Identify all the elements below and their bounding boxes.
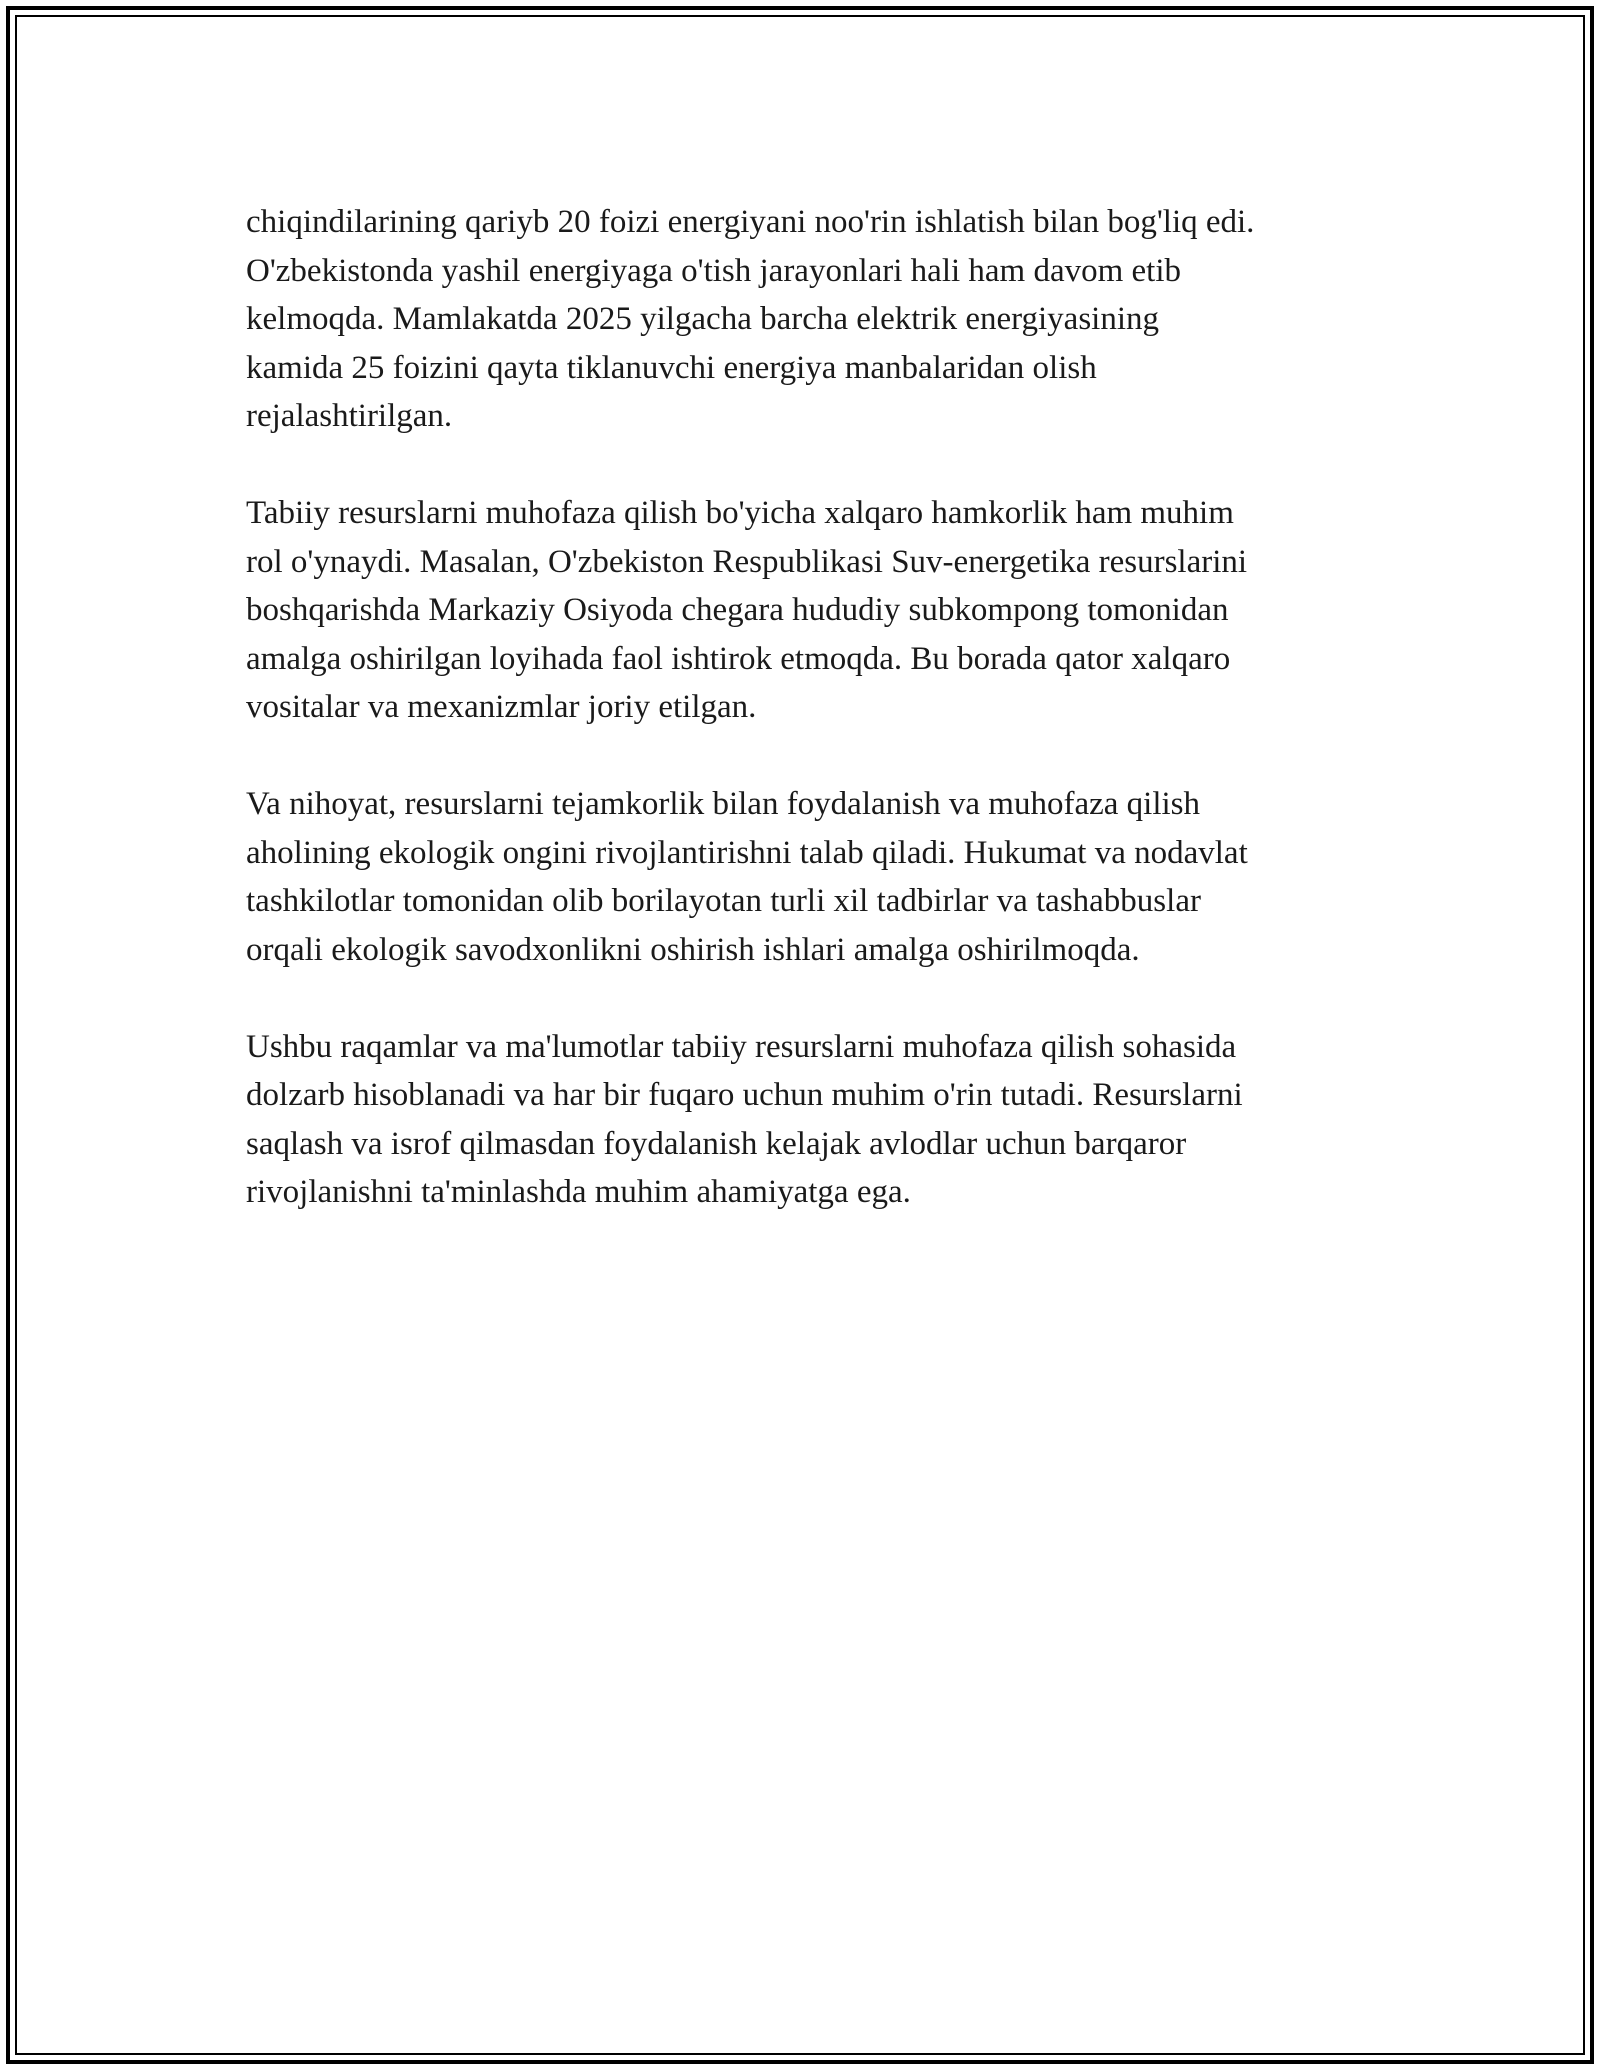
text-line: Va nihoyat, resurslarni tejamkorlik bilan foydalanish va muhofaza qilish bbox=[246, 786, 1201, 822]
text-line: tashkilotlar tomonidan olib borilayotan turli xil tadbirlar va tashabbuslar bbox=[246, 883, 1201, 919]
text-line: rejalashtirilgan. bbox=[246, 398, 453, 434]
paragraph-1 bbox=[246, 198, 1396, 441]
text-line: rol o'ynaydi. Masalan, O'zbekiston Respublikasi Suv-energetika resurslarini bbox=[246, 543, 1248, 580]
text-line: O'zbekistonda yashil energiyaga o'tish jarayonlari hali ham davom etib bbox=[246, 252, 1182, 289]
text-line: vositalar va mexanizmlar joriy etilgan. bbox=[246, 689, 757, 725]
paragraph-4 bbox=[246, 1023, 1396, 1217]
paragraph-2 bbox=[246, 489, 1396, 732]
text-line: saqlash va isrof qilmasdan foydalanish kelajak avlodlar uchun barqaror bbox=[246, 1125, 1187, 1162]
text-line: dolzarb hisoblanadi va har bir fuqaro uchun muhim o'rin tutadi. Resurslarni bbox=[246, 1077, 1243, 1113]
text-line: amalga oshirilgan loyihada faol ishtirok etmoqda. Bu borada qator xalqaro bbox=[246, 640, 1231, 677]
document-body bbox=[246, 198, 1396, 1265]
text-line: Tabiiy resurslarni muhofaza qilish bo'yicha xalqaro hamkorlik ham muhim bbox=[246, 495, 1234, 531]
text-line: orqali ekologik savodxonlikni oshirish ishlari amalga oshirilmoqda. bbox=[246, 931, 1140, 968]
paragraph-3 bbox=[246, 780, 1396, 974]
text-line: Ushbu raqamlar va ma'lumotlar tabiiy resurslarni muhofaza qilish sohasida bbox=[246, 1028, 1237, 1065]
text-line: kelmoqda. Mamlakatda 2025 yilgacha barcha elektrik energiyasining bbox=[246, 301, 1159, 337]
page-border bbox=[6, 6, 1594, 2064]
text-line: boshqarishda Markaziy Osiyoda chegara hududiy subkompong tomonidan bbox=[246, 592, 1229, 628]
text-line: aholining ekologik ongini rivojlantirishni talab qiladi. Hukumat va nodavlat bbox=[246, 834, 1248, 871]
text-line: chiqindilarining qariyb 20 foizi energiyani noo'rin ishlatish bilan bog'liq edi. bbox=[246, 204, 1255, 240]
text-line: kamida 25 foizini qayta tiklanuvchi energiya manbalaridan olish bbox=[246, 349, 1097, 386]
text-line: rivojlanishni ta'minlashda muhim ahamiyatga ega. bbox=[246, 1174, 911, 1210]
